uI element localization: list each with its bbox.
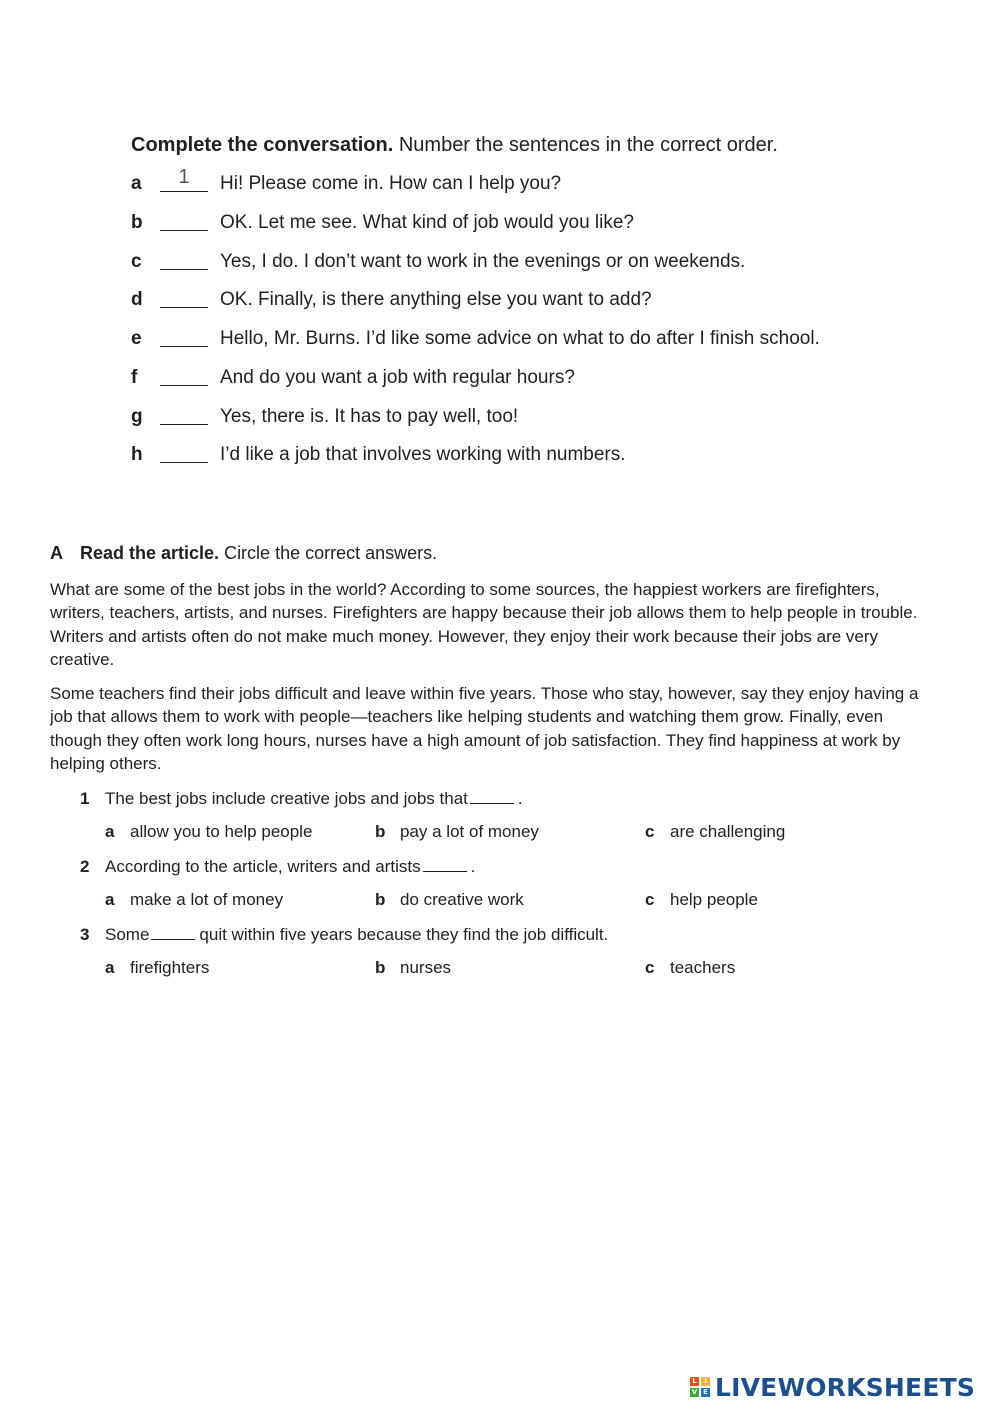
section-letter: A xyxy=(50,543,63,563)
question-blank xyxy=(151,927,195,940)
liveworksheets-logo xyxy=(690,1372,975,1402)
logo-tile: E xyxy=(701,1388,710,1397)
option-3b[interactable] xyxy=(375,956,451,980)
item-text: OK. Finally, is there anything else you want to add? xyxy=(220,289,652,310)
option-letter: b xyxy=(375,822,386,841)
item-text: Hi! Please come in. How can I help you? xyxy=(220,173,562,194)
option-text: allow you to help people xyxy=(130,822,313,841)
conversation-instruction xyxy=(131,131,891,159)
answer-blank[interactable] xyxy=(160,424,208,425)
item-text: OK. Let me see. What kind of job would you like? xyxy=(220,212,634,233)
question-number: 2 xyxy=(80,857,90,876)
question-number: 1 xyxy=(80,789,90,808)
option-letter: c xyxy=(645,958,655,977)
option-2a[interactable] xyxy=(105,888,283,912)
option-2b[interactable] xyxy=(375,888,524,912)
option-text: do creative work xyxy=(400,890,524,909)
question-text-after: . xyxy=(517,789,523,808)
item-letter: f xyxy=(131,367,138,388)
option-text: pay a lot of money xyxy=(400,822,539,841)
article-paragraph-1: What are some of the best jobs in the world? According to some sources, the happiest workers are firefighters, writers, teachers, artists, and nurses. Firefighters are happy because their job allows them to help people in trouble. Writers and artists often do not make much money. However, they enjoy their work because their jobs are very creative. xyxy=(50,580,918,669)
conversation-instruction-bold: Complete the conversation. xyxy=(131,134,394,156)
logo-tile: V xyxy=(691,1388,698,1396)
item-letter: g xyxy=(131,406,143,427)
item-text: I’d like a job that involves working with numbers. xyxy=(220,444,626,465)
answer-blank[interactable] xyxy=(160,269,208,270)
option-letter: c xyxy=(645,890,655,909)
option-1b[interactable] xyxy=(375,820,539,844)
option-letter: a xyxy=(105,822,115,841)
option-text: make a lot of money xyxy=(130,890,284,909)
answer-blank[interactable] xyxy=(160,462,208,463)
question-blank xyxy=(423,859,467,872)
item-text: Hello, Mr. Burns. I’d like some advice on what to do after I finish school. xyxy=(220,328,820,349)
item-letter: e xyxy=(131,328,142,349)
option-text: teachers xyxy=(670,958,736,977)
answer-blank[interactable] xyxy=(160,191,208,192)
conversation-instruction-rest: Number the sentences in the correct order. xyxy=(393,134,778,156)
option-1a[interactable] xyxy=(105,820,312,844)
item-letter: b xyxy=(131,212,143,233)
option-2c[interactable] xyxy=(645,888,758,912)
item-text: Yes, I do. I don’t want to work in the evenings or on weekends. xyxy=(220,251,746,272)
question-text-before: Some xyxy=(105,925,150,944)
option-letter: a xyxy=(105,890,115,909)
reading-instruction-rest: Circle the correct answers. xyxy=(219,543,438,563)
item-letter: h xyxy=(131,444,143,465)
item-letter: d xyxy=(131,289,143,310)
question-text xyxy=(105,923,608,947)
reading-instruction-bold: Read the article. xyxy=(80,543,220,563)
question-number: 3 xyxy=(80,925,90,944)
logo-text: LIVEWORKSHEETS xyxy=(715,1372,976,1402)
logo-tile: L xyxy=(690,1377,699,1386)
answer-blank[interactable] xyxy=(160,307,208,308)
answer-value: 1 xyxy=(178,166,190,188)
option-text: firefighters xyxy=(130,958,210,977)
logo-mark-icon xyxy=(690,1377,710,1397)
option-text: are challenging xyxy=(670,822,786,841)
reading-instruction xyxy=(50,540,940,566)
question-blank xyxy=(470,791,514,804)
item-text: And do you want a job with regular hours? xyxy=(220,367,575,388)
question-text-before: The best jobs include creative jobs and jobs that xyxy=(105,789,468,808)
option-1c[interactable] xyxy=(645,820,785,844)
option-text: nurses xyxy=(400,958,452,977)
option-letter: a xyxy=(105,958,115,977)
answer-blank[interactable] xyxy=(160,346,208,347)
item-text: Yes, there is. It has to pay well, too! xyxy=(220,406,519,427)
option-letter: b xyxy=(375,958,386,977)
conversation-section xyxy=(131,131,891,465)
option-3c[interactable] xyxy=(645,956,735,980)
option-letter: c xyxy=(645,822,655,841)
question-text-after: . xyxy=(470,857,476,876)
question-text-after: quit within five years because they find the job difficult. xyxy=(199,925,609,944)
item-letter: a xyxy=(131,173,142,194)
option-3a[interactable] xyxy=(105,956,209,980)
answer-blank[interactable] xyxy=(160,385,208,386)
option-letter: b xyxy=(375,890,386,909)
question-text xyxy=(105,855,475,879)
option-text: help people xyxy=(670,890,758,909)
logo-tile: I xyxy=(701,1377,710,1386)
article-paragraph-2: Some teachers find their jobs difficult and leave within five years. Those who stay, however, say they enjoy having a job that allows them to work with people—teachers like helping students and watching them grow. Finally, even though they often work long hours, nurses have a high amount of job satisfaction. They find happiness at work by helping others. xyxy=(50,684,919,773)
answer-blank[interactable] xyxy=(160,230,208,231)
reading-section xyxy=(50,540,940,977)
question-text xyxy=(105,787,523,811)
question-text-before: According to the article, writers and artists xyxy=(105,857,421,876)
item-letter: c xyxy=(131,251,142,272)
